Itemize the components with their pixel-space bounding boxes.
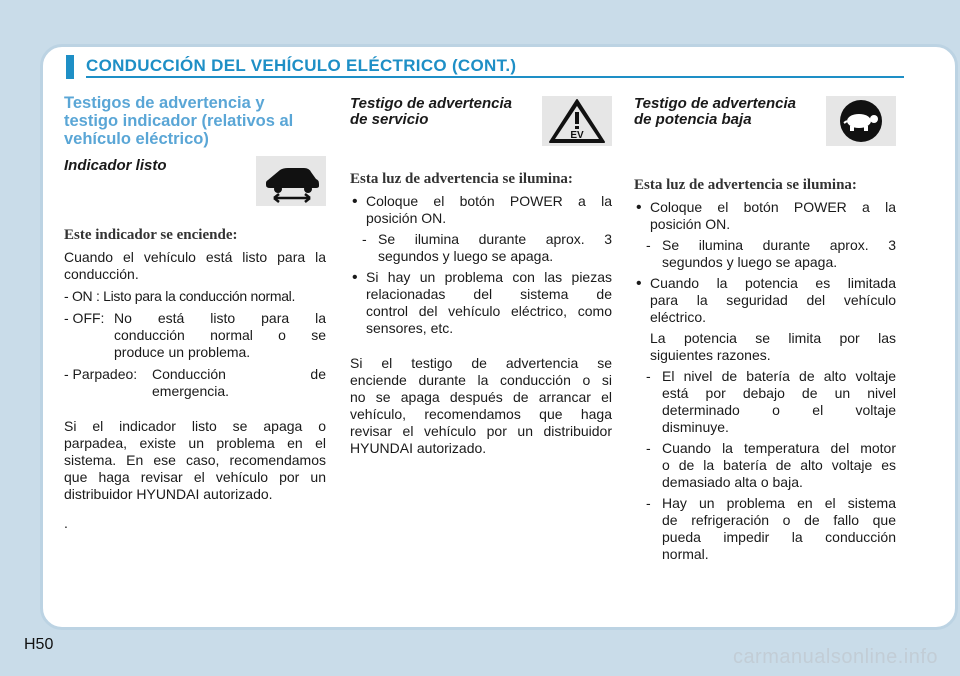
low-power-bullet-1: • Coloque el botón POWER a la posición ON.	[634, 199, 896, 233]
column-service-warning	[350, 92, 612, 457]
ready-indicator-warning-paragraph: Si el indicador listo se apaga o parpadea, existe un problema en el sistema. En ese caso, recomendamos que haga revisar el vehículo por un distribuidor HYUNDAI autorizado.	[64, 418, 326, 502]
low-power-reasons-intro: La potencia se limita por las siguientes razones.	[650, 330, 896, 363]
ready-indicator-title: Indicador listo	[64, 157, 167, 174]
low-power-reason-1: - El nivel de batería de alto voltaje está por debajo de un nivel determinado o el voltaje disminuye.	[646, 368, 896, 435]
service-warning-paragraph: Si el testigo de advertencia se enciende durante la conducción o si no se apaga después de arrancar el vehículo, recomendamos que haga revisar el vehículo por un distribuidor HYUNDAI autorizado.	[350, 355, 612, 456]
low-power-bullet-2: • Cuando la potencia es limitada para la seguridad del vehículo eléctrico.	[634, 275, 896, 326]
svg-text:EV: EV	[570, 130, 584, 141]
watermark: carmanualsonline.info	[732, 646, 938, 668]
page-header-title: CONDUCCIÓN DEL VEHÍCULO ELÉCTRICO (CONT.)	[86, 56, 517, 75]
service-warning-heading: Esta luz de advertencia se ilumina:	[350, 171, 573, 187]
section-title: Testigos de advertencia y testigo indicador (relativos al vehículo eléctrico)	[64, 94, 294, 148]
low-power-title: Testigo de advertencia de potencia baja	[634, 95, 796, 128]
turtle-icon	[826, 96, 896, 146]
ready-indicator-paragraph: Cuando el vehículo está listo para la conducción.	[64, 249, 326, 282]
ready-car-icon	[256, 156, 326, 206]
service-bullet-2: • Si hay un problema con las piezas relacionadas del sistema de control del vehículo eléctrico, como sensores, etc.	[350, 269, 612, 337]
ev-warning-icon	[542, 96, 612, 146]
low-power-heading: Esta luz de advertencia se ilumina:	[634, 177, 857, 193]
header-rule	[86, 76, 904, 78]
service-bullet-1: • Coloque el botón POWER a la posición ON.	[350, 193, 612, 227]
page-number: H50	[24, 636, 54, 653]
off-state-line: - OFF: No está listo para la conducción normal o se produce un problema.	[64, 310, 326, 360]
header-accent-bar	[66, 55, 74, 79]
low-power-reason-2: - Cuando la temperatura del motor o de la batería de alto voltaje es demasiado alta o baja.	[646, 440, 896, 490]
column-low-power-warning	[634, 92, 896, 563]
low-power-reason-3: - Hay un problema en el sistema de refrigeración o de fallo que pueda impedir la conducción normal.	[646, 495, 896, 562]
trailing-dot: .	[64, 515, 68, 531]
low-power-dash-1: - Se ilumina durante aprox. 3 segundos y luego se apaga.	[646, 237, 896, 270]
ready-indicator-heading: Este indicador se enciende:	[64, 227, 238, 243]
service-dash-1: - Se ilumina durante aprox. 3 segundos y luego se apaga.	[362, 231, 612, 264]
on-state-line: - ON : Listo para la conducción normal.	[64, 288, 296, 304]
blink-state-line: - Parpadeo: Conducción de emergencia.	[64, 366, 326, 399]
service-warning-title: Testigo de advertencia de servicio	[350, 95, 512, 128]
